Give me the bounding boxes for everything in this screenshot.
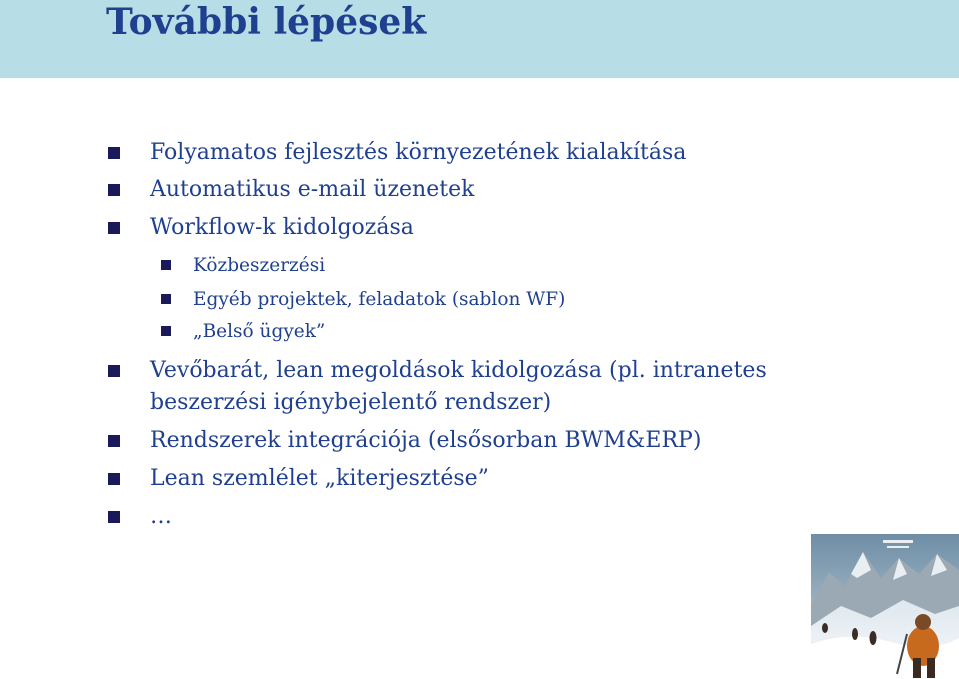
slide-title: További lépések xyxy=(106,1,427,43)
list-item-text: Automatikus e-mail üzenetek xyxy=(150,177,475,202)
square-bullet-icon xyxy=(108,222,120,234)
square-bullet-icon xyxy=(108,147,120,159)
sub-list-item-text: Egyéb projektek, feladatok (sablon WF) xyxy=(193,289,566,310)
mountaineers-photo xyxy=(811,534,959,679)
list-item-text: Vevőbarát, lean megoldások kidolgozása (pl. intranetes xyxy=(150,358,767,383)
square-bullet-icon xyxy=(108,511,120,523)
square-bullet-icon xyxy=(108,184,120,196)
sub-list-item-text: Közbeszerzési xyxy=(193,255,326,276)
square-bullet-icon xyxy=(108,473,120,485)
mountain-image xyxy=(811,534,959,679)
square-bullet-icon xyxy=(108,435,120,447)
list-item-text: … xyxy=(150,504,172,529)
list-item-text: Workflow-k kidolgozása xyxy=(150,215,414,240)
list-item-text: Folyamatos fejlesztés környezetének kialakítása xyxy=(150,140,687,165)
list-item-text: Lean szemlélet „kiterjesztése” xyxy=(150,466,489,491)
square-bullet-icon xyxy=(161,260,171,270)
square-bullet-icon xyxy=(108,365,120,377)
sub-list-item-text: „Belső ügyek” xyxy=(193,321,326,342)
square-bullet-icon xyxy=(161,326,171,336)
list-item-text: beszerzési igénybejelentő rendszer) xyxy=(150,390,552,415)
square-bullet-icon xyxy=(161,294,171,304)
list-item-text: Rendszerek integrációja (elsősorban BWM&ERP) xyxy=(150,428,702,453)
